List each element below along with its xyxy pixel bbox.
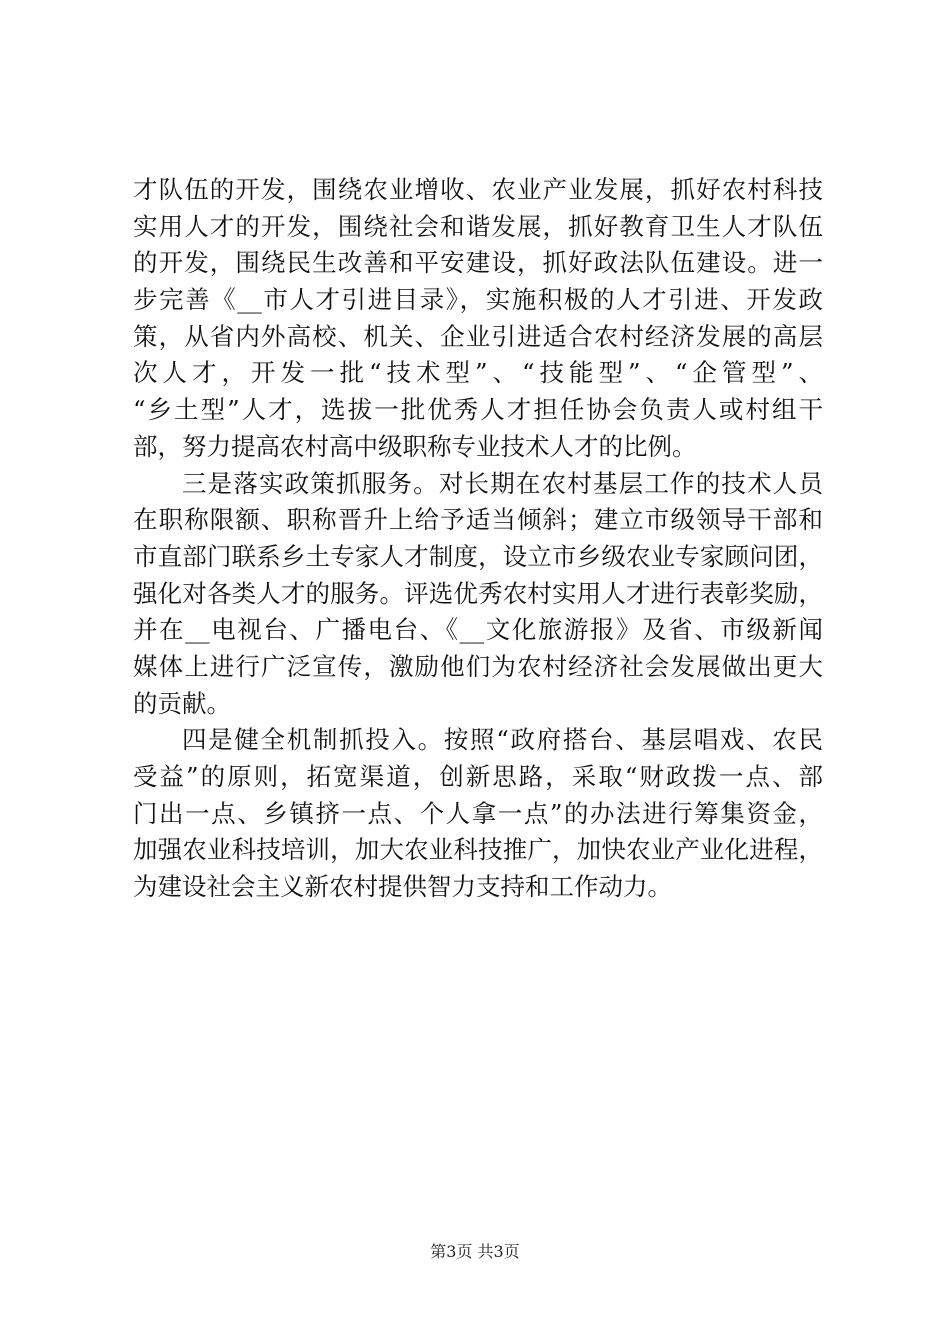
text-line: 策，从省内外高校、机关、企业引进适合农村经济发展的高层 xyxy=(133,321,823,351)
text-line: 部，努力提高农村高中级职称专业技术人才的比例。 xyxy=(133,431,697,461)
text-line: 为建设社会主义新农村提供智力支持和工作动力。 xyxy=(133,872,672,902)
text-line: 实用人才的开发，围绕社会和谐发展，抓好教育卫生人才队伍 xyxy=(133,211,823,241)
text-line: 在职称限额、职称晋升上给予适当倾斜；建立市级领导干部和 xyxy=(133,505,823,535)
text-line: 三是落实政策抓服务。对长期在农村基层工作的技术人员 xyxy=(182,468,823,498)
text-line: 强化对各类人才的服务。评选优秀农村实用人才进行表彰奖励， xyxy=(133,578,823,608)
text-line: 受益”的原则，拓宽渠道，创新思路，采取“财政拨一点、部 xyxy=(133,762,823,791)
text-line: 的开发，围绕民生改善和平安建设，抓好政法队伍建设。进一 xyxy=(133,248,823,278)
text-line: 步完善《__市人才引进目录》，实施积极的人才引进、开发政 xyxy=(133,285,823,315)
text-line: “乡土型”人才，选拔一批优秀人才担任协会负责人或村组干 xyxy=(133,395,823,425)
text-line: 加强农业科技培训，加大农业科技推广，加快农业产业化进程， xyxy=(133,835,823,865)
text-line: 四是健全机制抓投入。按照“政府搭台、基层唱戏、农民 xyxy=(182,725,823,755)
text-line: 的贡献。 xyxy=(133,688,231,718)
paragraph-point-four xyxy=(133,722,823,905)
page-number-footer: 第3页 共3页 xyxy=(430,1242,520,1261)
text-line: 才队伍的开发，围绕农业增收、农业产业发展，抓好农村科技 xyxy=(133,175,823,204)
text-line: 市直部门联系乡土专家人才制度，设立市乡级农业专家顾问团， xyxy=(133,541,823,571)
text-line: 媒体上进行广泛宣传，激励他们为农村经济社会发展做出更大 xyxy=(133,651,823,681)
text-line: 并在__电视台、广播电台、《__文化旅游报》及省、市级新闻 xyxy=(133,615,823,645)
text-line: 门出一点、乡镇挤一点、个人拿一点”的办法进行筹集资金， xyxy=(133,798,823,828)
paragraph-point-three xyxy=(133,466,823,723)
paragraph-continuation xyxy=(133,172,823,466)
text-line: 次人才，开发一批“技术型”、“技能型”、“企管型”、 xyxy=(133,358,823,388)
document-body xyxy=(133,172,823,906)
